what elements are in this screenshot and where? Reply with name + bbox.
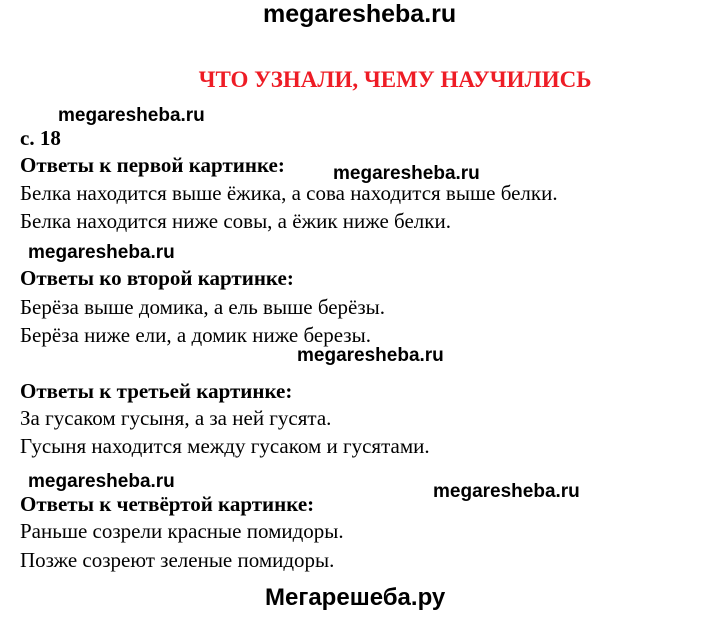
watermark: megaresheba.ru xyxy=(28,242,175,263)
watermark: megaresheba.ru xyxy=(433,481,580,502)
watermark: megaresheba.ru xyxy=(58,105,205,126)
answer-line: Гусыня находится между гусаком и гусятами. xyxy=(20,434,430,458)
section-heading: Ответы к третьей картинке: xyxy=(20,379,293,403)
answer-line: Берёза ниже ели, а домик ниже березы. xyxy=(20,323,371,347)
watermark-top: megaresheba.ru xyxy=(263,0,457,28)
watermark: megaresheba.ru xyxy=(28,471,175,492)
answer-line: Позже созреют зеленые помидоры. xyxy=(20,548,335,572)
watermark-bottom: Мегарешеба.ру xyxy=(265,584,446,611)
answer-line: Берёза выше домика, а ель выше берёзы. xyxy=(20,295,386,319)
page-reference: с. 18 xyxy=(20,126,61,150)
section-heading: Ответы ко второй картинке: xyxy=(20,266,294,290)
answer-line: За гусаком гусыня, а за ней гусята. xyxy=(20,406,332,430)
document-title: ЧТО УЗНАЛИ, ЧЕМУ НАУЧИЛИСЬ xyxy=(198,67,592,92)
answer-line: Раньше созрели красные помидоры. xyxy=(20,519,344,543)
answer-line: Белка находится выше ёжика, а сова находится выше белки. xyxy=(20,181,558,205)
answer-line: Белка находится ниже совы, а ёжик ниже белки. xyxy=(20,209,451,233)
watermark: megaresheba.ru xyxy=(297,345,444,366)
section-heading: Ответы к первой картинке: xyxy=(20,153,285,177)
section-heading: Ответы к четвёртой картинке: xyxy=(20,492,315,516)
watermark: megaresheba.ru xyxy=(333,163,480,184)
